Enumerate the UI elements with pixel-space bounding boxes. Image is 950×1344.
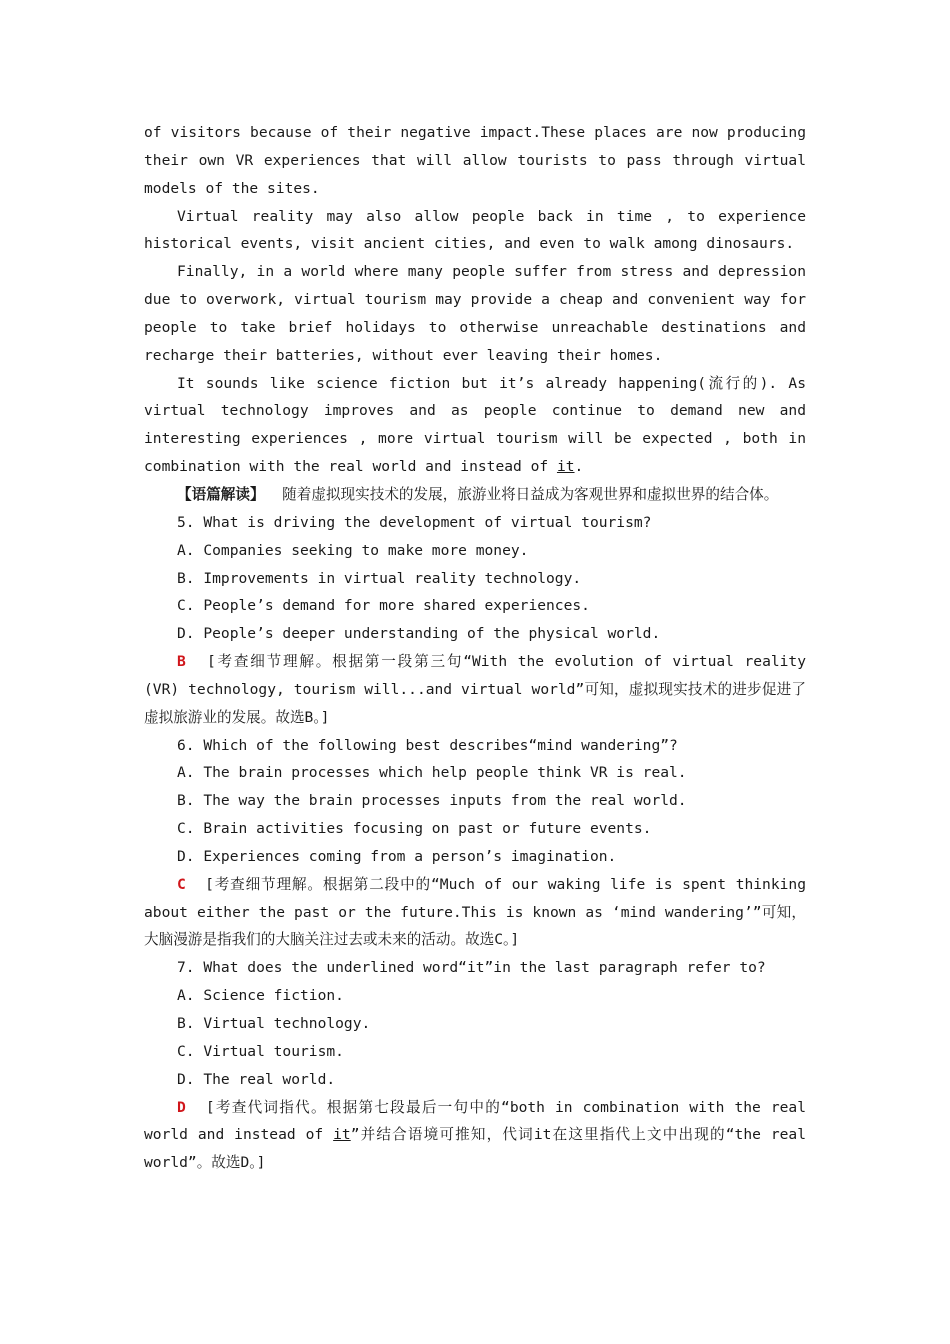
- underlined-word-it: it: [556, 458, 575, 476]
- answer-letter: B: [177, 653, 186, 671]
- question-6-answer: [144, 871, 806, 955]
- question-5-option-d: D. People’s deeper understanding of the physical world.: [177, 625, 661, 643]
- question-5-option-b: B. Improvements in virtual reality technology.: [177, 569, 582, 587]
- question-7-option-b: B. Virtual technology.: [177, 1015, 371, 1032]
- passage-paragraph-4: [144, 370, 806, 481]
- answer-letter: C: [177, 875, 186, 893]
- question-6-option-d: D. Experiences coming from a person’s imagination.: [177, 847, 617, 865]
- question-6-option-a: A. The brain processes which help people think VR is real.: [177, 764, 687, 782]
- question-7-option-a: A. Science fiction.: [177, 987, 344, 1005]
- answer-explanation-end: ”并结合语境可推知，代词it在这里指代上文中出现的“the real world”。故选D。]: [144, 1126, 807, 1172]
- passage-paragraph-4-end: .: [574, 458, 584, 476]
- underlined-word-it: it: [333, 1126, 351, 1144]
- question-6-stem: 6. Which of the following best describes“mind wandering”?: [177, 736, 678, 754]
- passage-paragraph-1: of visitors because of their negative impact.These places are now producing their own VR experiences that will allow tourists to pass through virtual models of the sites.: [144, 124, 806, 197]
- answer-explanation: [考查细节理解。根据第一段第三句“With the evolution of virtual reality (VR) technology, tourism will...and virtual world”可知，虚拟现实技术的进步促进了虚拟旅游业的发展。故选B。]: [144, 653, 806, 726]
- question-5-option-a: A. Companies seeking to make more money.: [177, 541, 529, 559]
- summary-label: 【语篇解读】: [177, 485, 265, 503]
- question-7-option-d: D. The real world.: [177, 1070, 336, 1088]
- question-6-option-c: C. Brain activities focusing on past or future events.: [177, 820, 652, 838]
- answer-explanation: [考查细节理解。根据第二段中的“Much of our waking life is spent thinking about either the past or the future.This is known as ‘mind wandering’”可知，大脑漫游是指我们的大脑关注过去或未来的活动。故选C。]: [144, 875, 806, 949]
- question-5-option-c: C. People’s demand for more shared experiences.: [177, 597, 590, 615]
- summary: [144, 481, 806, 509]
- passage-paragraph-3: Finally, in a world where many people suffer from stress and depression due to overwork, virtual tourism may provide a cheap and convenient way for people to take brief holidays to otherwise unreachable destinations and recharge their batteries, without ever leaving their homes.: [144, 263, 806, 364]
- document-page: [144, 119, 806, 1177]
- question-7-stem: 7. What does the underlined word“it”in the last paragraph refer to?: [177, 959, 766, 977]
- answer-letter: D: [177, 1098, 186, 1116]
- question-7-option-c: C. Virtual tourism.: [177, 1042, 344, 1060]
- question-7-answer: [144, 1094, 806, 1178]
- question-5-answer: [144, 648, 806, 732]
- summary-text: 随着虚拟现实技术的发展，旅游业将日益成为客观世界和虚拟世界的结合体。: [282, 485, 779, 503]
- passage-paragraph-2: Virtual reality may also allow people back in time , to experience historical events, visit ancient cities, and even to walk among dinosaurs.: [144, 207, 806, 253]
- question-6-option-b: B. The way the brain processes inputs from the real world.: [177, 792, 687, 810]
- answer-explanation: [考查代词指代。根据第七段最后一句中的“both in combination with the real world and instead of: [144, 1098, 806, 1144]
- passage-paragraph-4-text: It sounds like science fiction but it’s already happening(流行的). As virtual technology improves and as people continue to demand new and interesting experiences , more virtual tourism will be expected , both in combination with the real world and instead of: [144, 374, 806, 476]
- question-5-stem: 5. What is driving the development of virtual tourism?: [177, 513, 652, 531]
